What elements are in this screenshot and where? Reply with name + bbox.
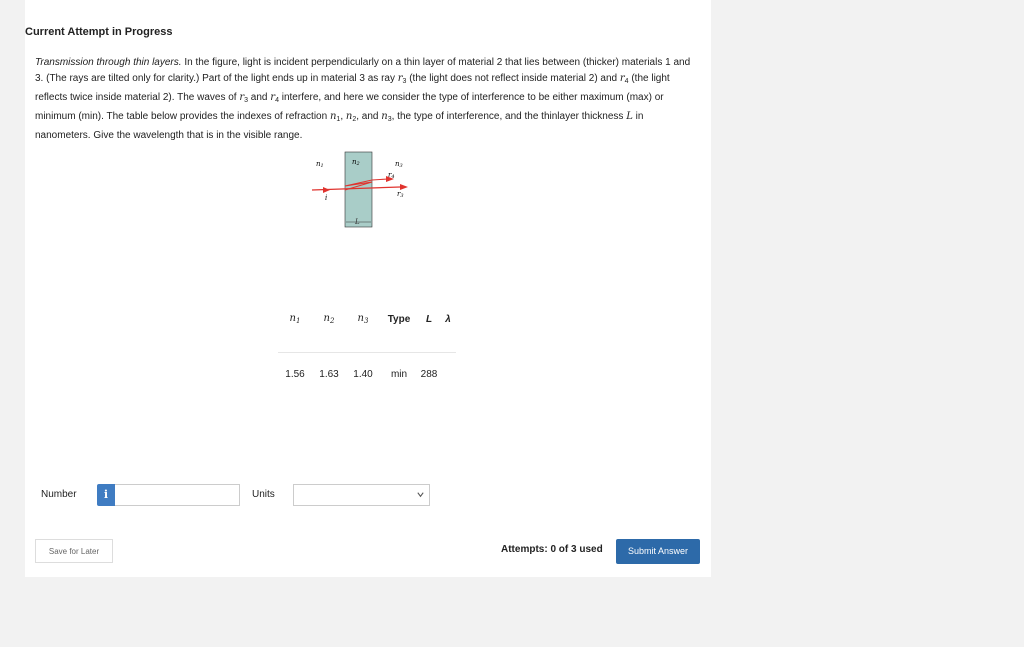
info-icon[interactable]: i [97, 484, 115, 506]
problem-text-3: (the light reflects twice inside material 2). The waves of [35, 73, 670, 103]
attempt-heading: Current Attempt in Progress [25, 26, 173, 38]
table-row [278, 364, 456, 384]
col-type-header: Type [387, 313, 411, 325]
cell-n2: 1.63 [319, 368, 339, 380]
math-r3-sub: 3 [244, 97, 249, 104]
fig-n1: n1 [316, 160, 324, 169]
math-r4: r [270, 92, 276, 103]
fig-i: i [325, 194, 328, 202]
fig-n2: n2 [352, 158, 360, 167]
chevron-down-icon [416, 490, 425, 499]
cell-n3: 1.40 [353, 368, 373, 380]
number-label: Number [41, 489, 77, 500]
submit-answer-button[interactable]: Submit Answer [616, 539, 700, 564]
ray-i-arrowhead [323, 187, 330, 193]
col-n3-header-sub: 3 [363, 317, 369, 325]
units-select[interactable] [293, 484, 430, 506]
col-n1-header-sub: 1 [295, 317, 301, 325]
fig-L: L [355, 218, 360, 226]
math-n2-sub: 2 [352, 116, 357, 123]
math-n2: n [345, 111, 353, 122]
problem-title: Transmission through thin layers. [35, 57, 182, 68]
fig-r3: r3 [397, 190, 404, 199]
math-n1-sub: 1 [336, 116, 341, 123]
units-label: Units [252, 489, 275, 500]
problem-text-1: In the figure, light is incident perpendicularly on a thin layer of material 2 that lies between (thicker) materials 1 and 3. (The rays are tilted only for clarity.) Part of the light ends up in material 3 as ray [35, 57, 691, 84]
col-n2-header [312, 313, 346, 325]
col-n3-header [346, 313, 380, 325]
math-n1: n [329, 111, 337, 122]
col-lambda-header: λ [445, 313, 451, 325]
col-n1-header-n: n [289, 313, 296, 324]
col-n3-header-n: n [357, 313, 364, 324]
problem-text-4: and [248, 92, 271, 103]
math-r4: r [619, 73, 625, 84]
math-n3: n [381, 111, 388, 122]
problem-comma: , [340, 111, 346, 122]
problem-text-7: in nanometers. Give the wavelength that is in the visible range. [35, 111, 644, 141]
math-n3-sub: 3 [387, 116, 392, 123]
col-n1-header [278, 313, 312, 325]
number-input[interactable] [115, 484, 240, 506]
cell-type: min [390, 368, 408, 380]
problem-and: , and [356, 111, 382, 122]
math-r3: r [397, 73, 403, 84]
table-header-row [278, 306, 456, 332]
problem-text-6: , the type of interference, and the thinlayer thickness [391, 111, 627, 122]
attempts-counter: Attempts: 0 of 3 used [501, 544, 603, 555]
fig-n3: n3 [395, 160, 403, 169]
data-table [278, 306, 456, 384]
problem-text-5: interfere, and here we consider the type of interference to be either maximum (max) or minimum (min). The table below provides the indexes of refraction [35, 92, 664, 122]
table-divider [278, 352, 456, 353]
col-L-header: L [425, 313, 433, 325]
math-r3-sub: 3 [402, 78, 407, 85]
math-L: L [626, 111, 633, 122]
math-r4-sub: 4 [624, 78, 629, 85]
question-card [25, 0, 711, 577]
problem-text [35, 55, 699, 144]
col-n2-header-sub: 2 [329, 317, 335, 325]
save-for-later-button[interactable]: Save for Later [35, 539, 113, 563]
problem-text-2: (the light does not reflect inside material 2) and [406, 73, 620, 84]
fig-r4: r4 [388, 171, 395, 180]
thin-layer-figure [300, 140, 460, 240]
math-r4-sub: 4 [275, 97, 279, 104]
col-n2-header-n: n [323, 313, 330, 324]
math-r3: r [239, 92, 245, 103]
ray-r3-arrowhead [400, 184, 408, 190]
cell-L: 288 [420, 368, 438, 380]
cell-n1: 1.56 [285, 368, 305, 380]
